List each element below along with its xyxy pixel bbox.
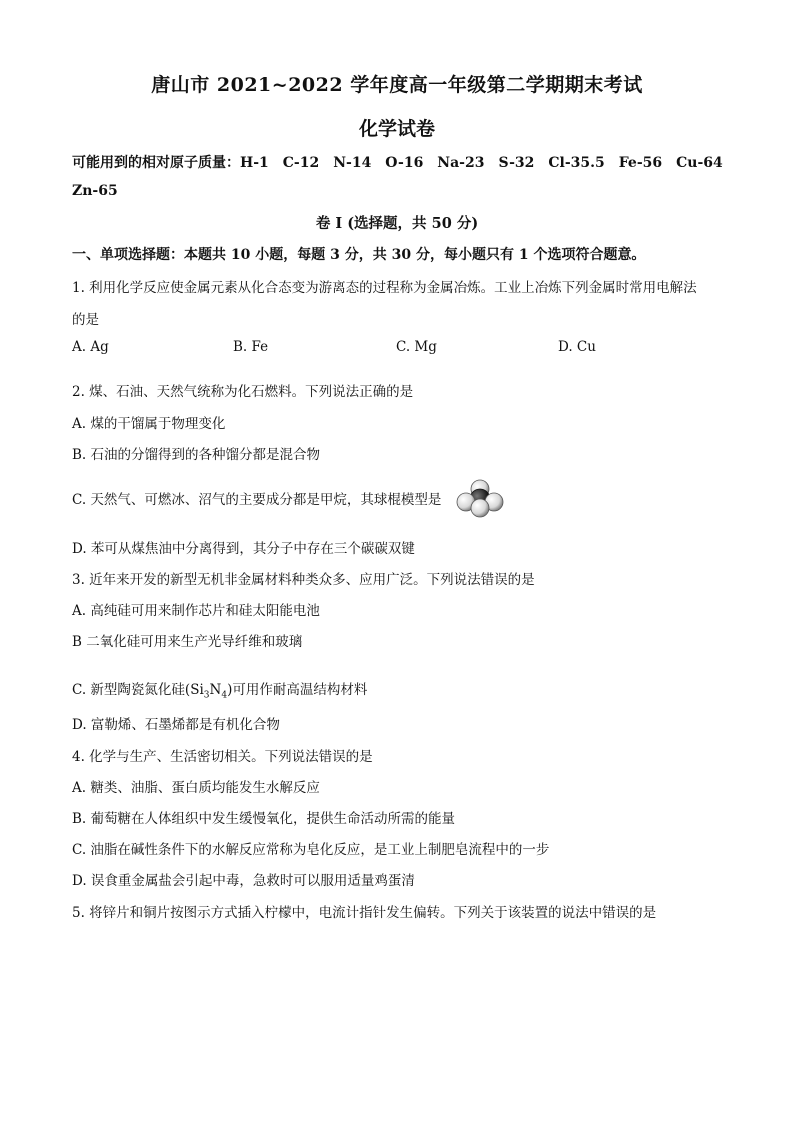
q5-stem: 5. 将锌片和铜片按图示方式插入柠檬中，电流计指针发生偏转。下列关于该装置的说法中错误的是 [72,905,657,921]
q3-option-b: B 二氧化硅可用来生产光导纤维和玻璃 [72,634,303,650]
q1-stem-line2: 的是 [72,312,99,328]
q3-stem: 3. 近年来开发的新型无机非金属材料种类众多、应用广泛。下列说法错误的是 [72,572,535,588]
exam-subtitle: 化学试卷 [358,118,435,140]
q2-stem: 2. 煤、石油、天然气统称为化石燃料。下列说法正确的是 [72,384,414,400]
q4-stem: 4. 化学与生产、生活密切相关。下列说法错误的是 [72,749,373,765]
q2-option-c: C. 天然气、可燃冰、沼气的主要成分都是甲烷，其球棍模型是 [72,492,442,508]
q4-option-b: B. 葡萄糖在人体组织中发生缓慢氧化，提供生命活动所需的能量 [72,811,456,827]
q1-option-c: C. Mg [396,339,437,355]
atomic-mass-line2: Zn-65 [72,183,118,199]
section1-heading: 一、单项选择题：本题共 10 小题，每题 3 分，共 30 分，每小题只有 1 个选项符合题意。 [72,247,646,263]
q3-option-c: C. 新型陶瓷氮化硅$(Si_3N_4)$可用作耐高温结构材料 [72,682,368,701]
q2-option-a: A. 煤的干馏属于物理变化 [72,416,226,432]
silicon-nitride-formula: $Si_3N_4$ [190,682,228,701]
exam-title: 唐山市 2021~2022 学年度高一年级第二学期期末考试 [151,74,643,96]
q2-option-d: D. 苯可从煤焦油中分离得到，其分子中存在三个碳碳双键 [72,541,415,557]
q3-option-a: A. 高纯硅可用来制作芯片和硅太阳能电池 [72,603,320,619]
q2-option-c-row [72,488,441,508]
q4-option-d: D. 误食重金属盐会引起中毒，急救时可以服用适量鸡蛋清 [72,873,415,889]
methane-model-icon [455,478,505,522]
q1-option-d: D. Cu [558,339,596,355]
q4-option-c: C. 油脂在碱性条件下的水解反应常称为皂化反应，是工业上制肥皂流程中的一步 [72,842,550,858]
q1-option-b: B. Fe [233,339,269,355]
volume1-title: 卷 I (选择题，共 50 分) [315,215,479,232]
atomic-mass-line1: 可能用到的相对原子质量：H-1 C-12 N-14 O-16 Na-23 S-32 Cl-35.5 Fe-56 Cu-64 [72,155,723,171]
q2-option-b: B. 石油的分馏得到的各种馏分都是混合物 [72,447,321,463]
q3-option-d: D. 富勒烯、石墨烯都是有机化合物 [72,717,280,733]
q1-option-a: A. Ag [72,339,109,355]
q1-stem-line1: 1. 利用化学反应使金属元素从化合态变为游离态的过程称为金属冶炼。工业上冶炼下列金属时常用电解法 [72,280,697,296]
q4-option-a: A. 糖类、油脂、蛋白质均能发生水解反应 [72,780,320,796]
